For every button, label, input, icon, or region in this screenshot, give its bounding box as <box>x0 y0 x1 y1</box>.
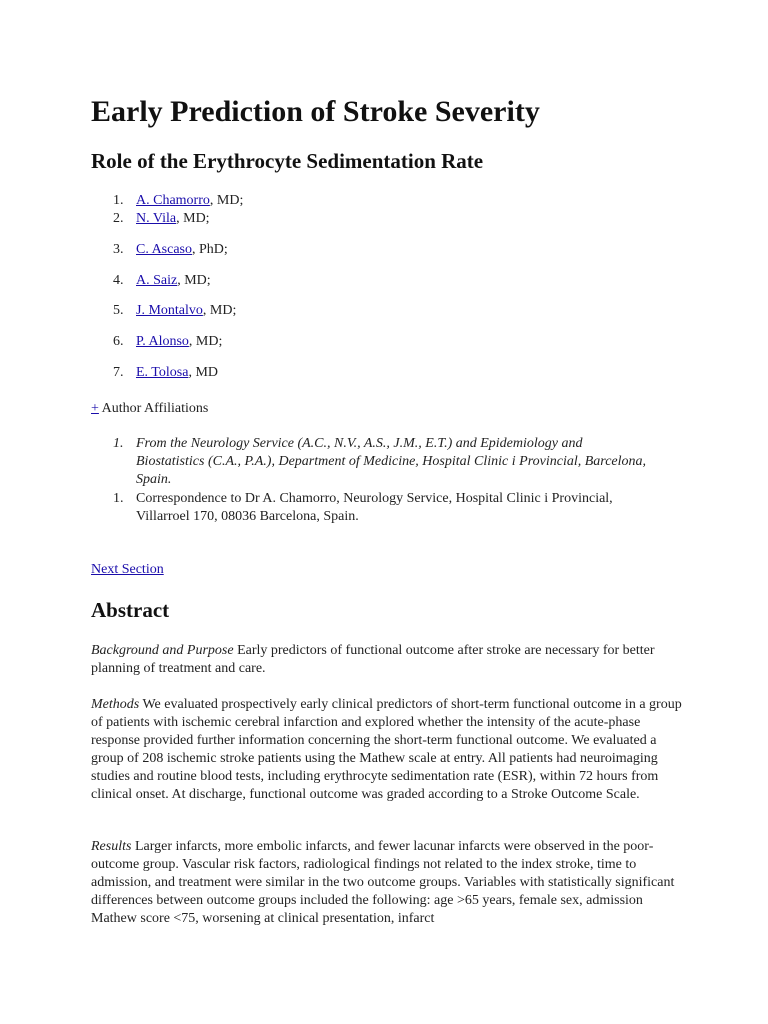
list-item: 7. E. Tolosa, MD <box>113 365 218 380</box>
abstract-paragraph <box>91 838 683 928</box>
author-link[interactable]: E. Tolosa <box>136 365 189 380</box>
author-link[interactable]: P. Alonso <box>136 334 189 349</box>
article-title: Early Prediction of Stroke Severity <box>91 95 540 128</box>
paragraph-text: Early predictors of functional outcome after stroke are necessary for better planning of treatment and care. <box>91 643 655 676</box>
paragraph-lead: Results <box>91 839 132 854</box>
list-item: 3. C. Ascaso, PhD; <box>113 242 228 257</box>
abstract-paragraph <box>91 642 683 678</box>
correspondence-item: 1. Correspondence to Dr A. Chamorro, Neurology Service, Hospital Clinic i Provincial, Villarroel 170, 08036 Barcelona, Spain. <box>113 491 613 524</box>
paragraph-text: Larger infarcts, more embolic infarcts, and fewer lacunar infarcts were observed in the poor-outcome group. Vascular risk factors, radiological findings not related to the index stroke, time to admission, and treatment were similar in the two outcome groups. Variables with statistically significant differences between outcome groups included the following: age >65 years, female sex, admission Mathew score <75, worsening at clinical presentation, infarct <box>91 839 675 926</box>
expand-affiliations-link[interactable]: + <box>91 401 99 416</box>
author-link[interactable]: J. Montalvo <box>136 303 203 318</box>
paragraph-text: We evaluated prospectively early clinical predictors of short-term functional outcome in a group of patients with ischemic cerebral infarction and explored whether the intensity of the acute-phase response provided further information concerning the short-term functional outcome. We evaluated a group of 208 ischemic stroke patients using the Mathew scale at entry. All patients had neuroimaging studies and routine blood tests, including erythrocyte sedimentation rate (ESR), within 72 hours from clinical onset. At discharge, functional outcome was graded according to a Stroke Outcome Scale. <box>91 697 682 802</box>
article-subtitle: Role of the Erythrocyte Sedimentation Rate <box>91 149 484 173</box>
author-affiliations-toggle <box>91 400 208 418</box>
author-link[interactable]: A. Chamorro <box>136 193 210 208</box>
list-item: 4. A. Saiz, MD; <box>113 273 211 288</box>
paragraph-lead: Background and Purpose <box>91 643 234 658</box>
list-item: 5. J. Montalvo, MD; <box>113 303 237 318</box>
next-section-link[interactable]: Next Section <box>91 562 164 577</box>
author-link[interactable]: A. Saiz <box>136 273 178 288</box>
affiliations-label: Author Affiliations <box>98 401 209 416</box>
list-item: 1. A. Chamorro, MD; <box>113 193 244 208</box>
author-link[interactable]: C. Ascaso <box>136 242 192 257</box>
abstract-heading: Abstract <box>91 598 170 622</box>
paragraph-lead: Methods <box>91 697 140 712</box>
abstract-paragraph <box>91 696 683 804</box>
list-item: 2. N. Vila, MD; <box>113 211 210 226</box>
list-item: 6. P. Alonso, MD; <box>113 334 223 349</box>
affiliation-item: 1. From the Neurology Service (A.C., N.V., A.S., J.M., E.T.) and Epidemiology and Biostatistics (C.A., P.A.), Department of Medicine, Hospital Clinic i Provincial, Barcelona, Spain. <box>113 436 647 487</box>
author-link[interactable]: N. Vila <box>136 211 177 226</box>
